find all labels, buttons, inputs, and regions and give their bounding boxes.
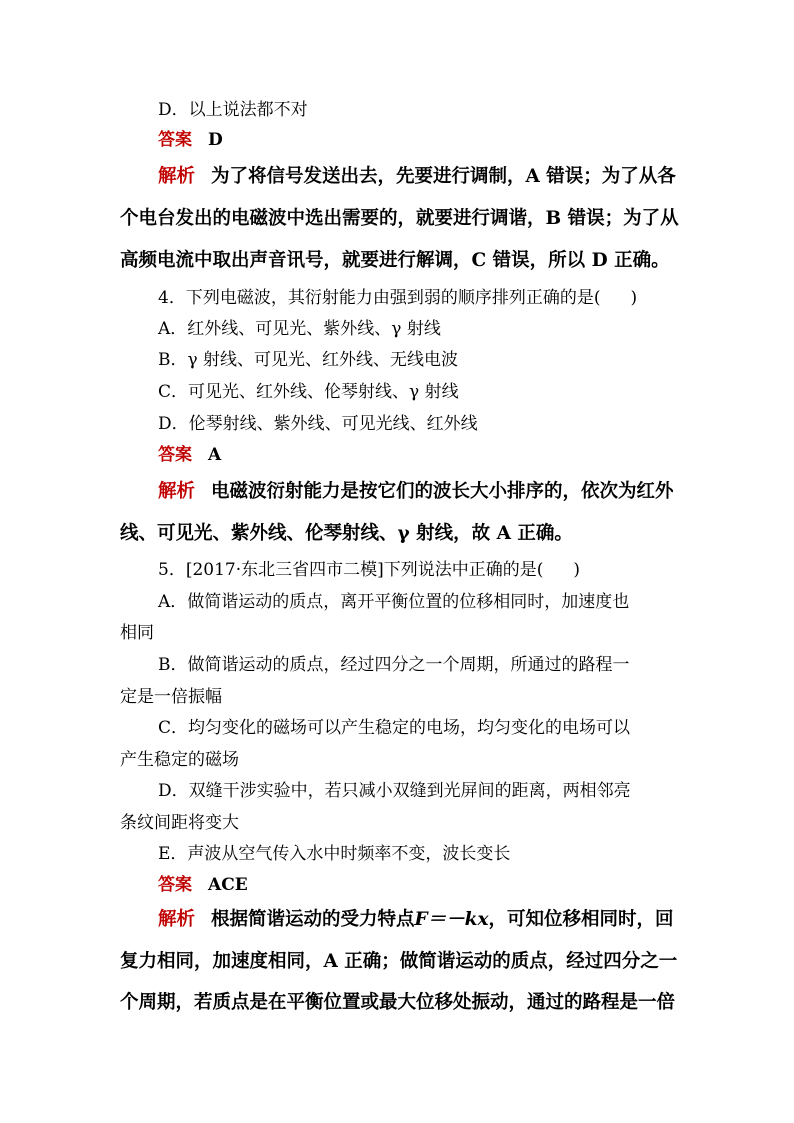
answer-value: A	[208, 445, 222, 465]
q5-stem	[158, 558, 580, 582]
q4-stem-close: )	[630, 288, 638, 308]
answer-value: ACE	[208, 875, 248, 895]
explanation-text: 根据简谐运动的受力特点	[211, 909, 415, 930]
q5-option-e: E．声波从空气传入水中时频率不变，波长变长	[158, 844, 511, 864]
q4-option-a: A．红外线、可见光、紫外线、γ 射线	[158, 319, 441, 339]
answer-value: D	[208, 130, 223, 150]
q5-option-b: B．做简谐运动的质点，经过四分之一个周期，所通过的路程一	[158, 655, 630, 675]
answer-label: 答案	[158, 875, 192, 895]
q5-option-b-cont: 定是一倍振幅	[120, 687, 222, 707]
explanation-text: 为了将信号发送出去，先要进行调制，A 错误；为了从各	[211, 166, 676, 187]
answer-row	[158, 443, 221, 467]
answer-row	[158, 873, 248, 897]
explanation-label: 解析	[158, 166, 196, 187]
q4-option-d: D．伦琴射线、紫外线、可见光线、红外线	[158, 414, 478, 434]
q5-option-d: D．双缝干涉实验中，若只减小双缝到光屏间的距离，两相邻亮	[158, 781, 631, 801]
explanation-label: 解析	[158, 909, 196, 930]
q4-stem	[158, 286, 637, 310]
explanation-label: 解析	[158, 481, 196, 502]
explanation-line	[158, 907, 674, 933]
explanation-line: 线、可见光、紫外线、伦琴射线、γ 射线，故 A 正确。	[120, 523, 573, 544]
q5-stem-close: )	[573, 560, 581, 580]
q4-option-c: C．可见光、红外线、伦琴射线、γ 射线	[158, 382, 459, 402]
explanation-text: 电磁波衍射能力是按它们的波长大小排序的，依次为红外	[211, 481, 674, 502]
answer-row	[158, 128, 223, 152]
q5-stem-text: 5．[2017·东北三省四市二模]下列说法中正确的是(	[158, 560, 544, 580]
explanation-line	[158, 164, 676, 190]
answer-label: 答案	[158, 130, 192, 150]
q5-option-c-cont: 产生稳定的磁场	[120, 750, 239, 770]
explanation-line: 个电台发出的电磁波中选出需要的，就要进行调谐，B 错误；为了从	[120, 208, 679, 229]
q4-stem-text: 4．下列电磁波，其衍射能力由强到弱的顺序排列正确的是(	[158, 288, 601, 308]
explanation-line: 复力相同，加速度相同，A 正确；做简谐运动的质点，经过四分之一	[120, 951, 678, 972]
q5-option-a-cont: 相同	[120, 623, 154, 643]
explanation-line: 高频电流中取出声音讯号，就要进行解调，C 错误，所以 D 正确。	[120, 250, 670, 271]
q4-option-b: B．γ 射线、可见光、红外线、无线电波	[158, 350, 459, 370]
q5-option-d-cont: 条纹间距将变大	[120, 813, 239, 833]
explanation-line: 个周期，若质点是在平衡位置或最大位移处振动，通过的路程是一倍	[120, 992, 676, 1013]
q5-option-c: C．均匀变化的磁场可以产生稳定的电场，均匀变化的电场可以	[158, 718, 631, 738]
q3-option-d: D．以上说法都不对	[158, 100, 308, 120]
formula: F＝－kx	[414, 909, 489, 930]
q5-option-a: A．做简谐运动的质点，离开平衡位置的位移相同时，加速度也	[158, 592, 630, 612]
answer-label: 答案	[158, 445, 192, 465]
explanation-line	[158, 479, 674, 505]
explanation-text: ，可知位移相同时，回	[488, 909, 674, 930]
